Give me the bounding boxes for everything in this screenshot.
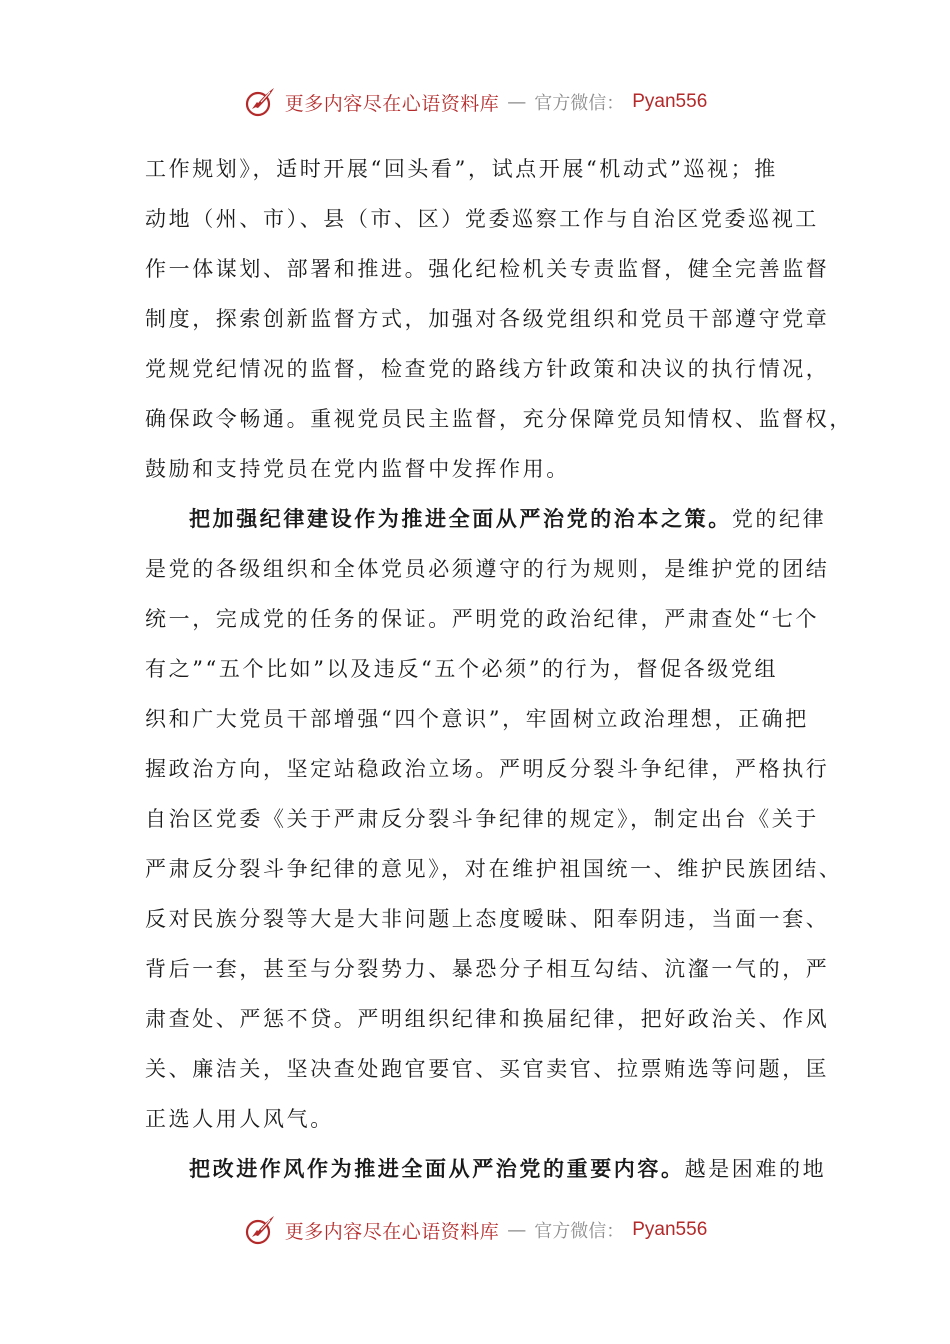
quill-seal-logo-icon (243, 85, 277, 119)
body-line: 关、廉洁关，坚决查处跑官要官、买官卖官、拉票贿选等问题，匡 (145, 1057, 830, 1081)
body-line: 制度，探索创新监督方式，加强对各级党组织和党员干部遵守党章 (145, 307, 830, 331)
bold-lead: 把改进作风作为推进全面从严治党的重要内容。 (189, 1157, 685, 1181)
footer-brand-text: 更多内容尽在心语资料库 (284, 1220, 500, 1243)
body-line: 肃查处、严惩不贷。严明组织纪律和换届纪律，把好政治关、作风 (145, 1007, 830, 1031)
bold-lead: 把加强纪律建设作为推进全面从严治党的治本之策。 (189, 507, 732, 531)
body-line: 自治区党委《关于严肃反分裂斗争纪律的规定》，制定出台《关于 (145, 807, 819, 831)
body-line: 有之”“五个比如”以及违反“五个必须”的行为，督促各级党组 (145, 657, 779, 681)
body-line: 鼓励和支持党员在党内监督中发挥作用。 (145, 457, 570, 481)
body-line: 是党的各级组织和全体党员必须遵守的行为规则，是维护党的团结 (145, 557, 830, 581)
body-line: 织和广大党员干部增强“四个意识”，牢固树立政治理想，正确把 (145, 707, 809, 731)
paragraph-heading-style: 把改进作风作为推进全面从严治党的重要内容。越是困难的地 (189, 1157, 827, 1181)
body-line: 工作规划》，适时开展“回头看”，试点开展“机动式”巡视；推 (145, 157, 778, 181)
body-line: 党规党纪情况的监督，检查党的路线方针政策和决议的执行情况， (145, 357, 830, 381)
body-line: 确保政令畅通。重视党员民主监督，充分保障党员知情权、监督权， (145, 407, 853, 431)
body-line: 作一体谋划、部署和推进。强化纪检机关专责监督，健全完善监督 (145, 257, 830, 281)
paragraph-heading-discipline: 把加强纪律建设作为推进全面从严治党的治本之策。党的纪律 (189, 507, 827, 531)
header-separator: — (507, 91, 527, 113)
body-line: 统一，完成党的任务的保证。严明党的政治纪律，严肃查处“七个 (145, 607, 820, 631)
footer-banner (0, 1210, 950, 1250)
footer-wechat-id: Pyan556 (632, 1219, 708, 1240)
body-line: 严肃反分裂斗争纪律的意见》，对在维护祖国统一、维护民族团结、 (145, 857, 843, 881)
body-line: 反对民族分裂等大是大非问题上态度暧昧、阳奉阴违，当面一套、 (145, 907, 830, 931)
body-line: 正选人用人风气。 (145, 1107, 334, 1131)
body-line: 动地（州、市）、县（市、区）党委巡察工作与自治区党委巡视工 (145, 207, 819, 231)
body-line: 背后一套，甚至与分裂势力、暴恐分子相互勾结、沆瀣一气的，严 (145, 957, 830, 981)
document-body (145, 144, 853, 1194)
header-brand-text: 更多内容尽在心语资料库 (284, 92, 500, 115)
header-banner (0, 82, 950, 122)
header-wechat-label: 官方微信： (534, 93, 625, 114)
body-line: 握政治方向，坚定站稳政治立场。严明反分裂斗争纪律，严格执行 (145, 757, 830, 781)
footer-wechat-label: 官方微信： (534, 1221, 625, 1242)
header-wechat-id: Pyan556 (632, 91, 708, 112)
quill-seal-logo-icon (243, 1213, 277, 1247)
footer-separator: — (507, 1219, 527, 1241)
